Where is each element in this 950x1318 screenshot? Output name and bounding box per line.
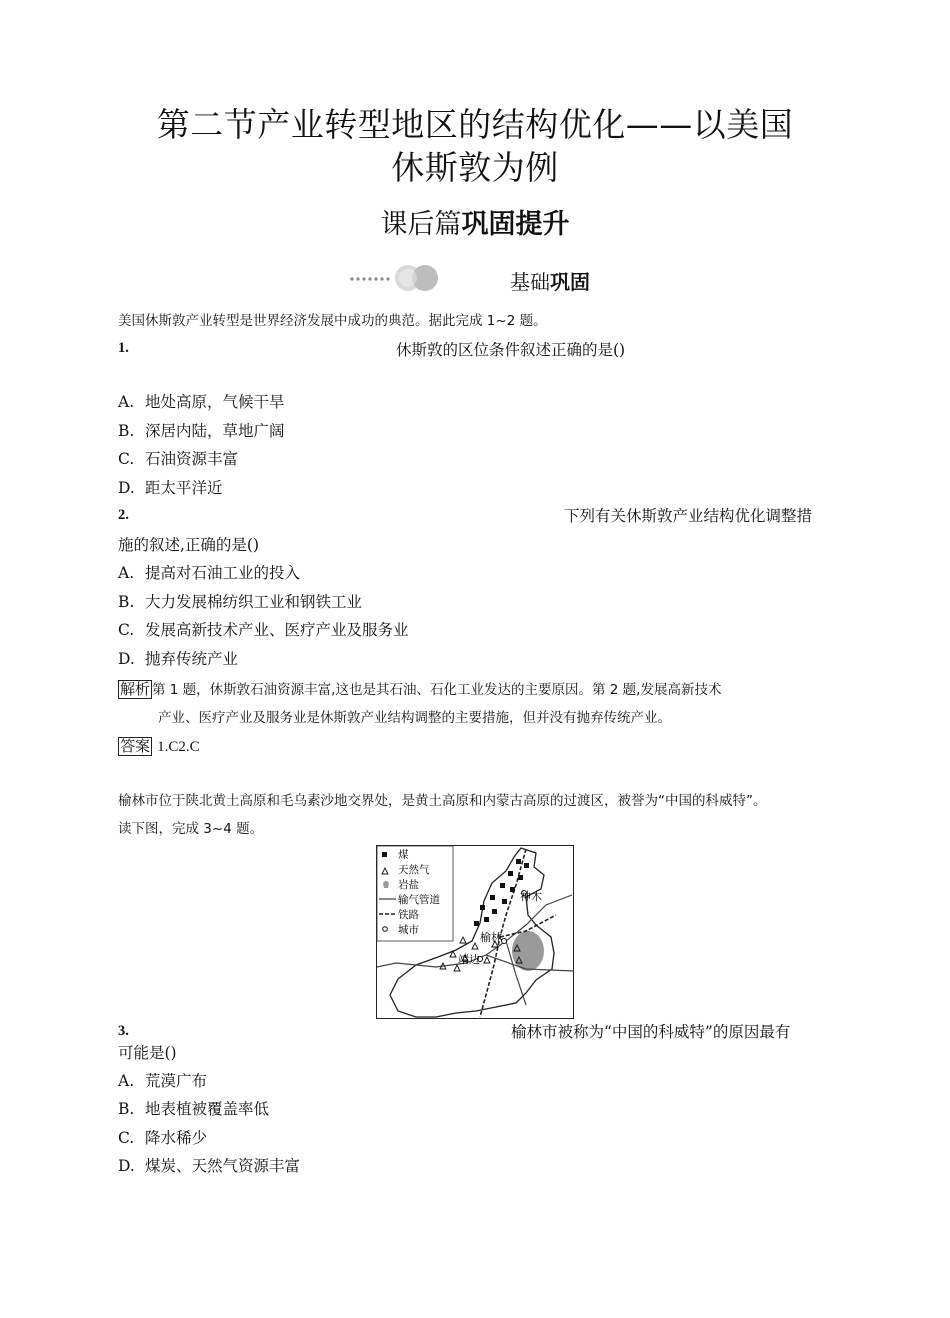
option-letter: A. — [118, 393, 135, 411]
subtitle-normal: 课后篇 — [380, 209, 462, 240]
intro-paragraph-1: 美国休斯敦产业转型是世界经济发展中成功的典范。据此完成 1~2 题。 — [118, 313, 547, 329]
answer-text: 1.C2.C — [157, 739, 200, 755]
question-2-stem-part1: 下列有关休斯敦产业结构优化调整措 — [564, 507, 813, 525]
option-text: 距太平洋近 — [145, 479, 223, 497]
legend-pipeline: 输气管道 — [398, 894, 440, 906]
section-decoration-icon — [348, 264, 648, 294]
question-1-number: 1. — [118, 340, 129, 356]
option-letter: B. — [118, 422, 135, 440]
question-2-option-b[interactable] — [118, 590, 362, 612]
option-letter: C. — [118, 621, 135, 639]
option-text: 深居内陆，草地广阔 — [145, 422, 285, 440]
map-city-jingbian: 靖边 — [458, 953, 480, 966]
option-text: 抛弃传统产业 — [145, 650, 239, 668]
city-icon — [502, 939, 507, 944]
legend-salt: 岩盐 — [398, 879, 419, 891]
section-title — [510, 266, 590, 295]
option-letter: B. — [118, 1100, 135, 1118]
question-3-stem-part1: 榆林市被称为“中国的科威特”的原因最有 — [511, 1023, 791, 1041]
question-2-option-a[interactable] — [118, 561, 300, 583]
option-text: 石油资源丰富 — [145, 450, 239, 468]
option-letter: C. — [118, 1129, 135, 1147]
yulin-resource-map — [376, 845, 574, 1019]
section-title-bold: 巩固 — [550, 270, 590, 294]
question-3-option-b[interactable] — [118, 1097, 269, 1119]
legend-gas: 天然气 — [398, 864, 430, 876]
analysis-line-1: 第 1 题，休斯敦石油资源丰富,这也是其石油、石化工业发达的主要原因。第 2 题,发展高新技术 — [152, 682, 722, 698]
option-text: 降水稀少 — [145, 1129, 208, 1147]
section-title-normal: 基础 — [510, 270, 550, 294]
option-text: 地处高原，气候干旱 — [145, 393, 285, 411]
analysis-block — [118, 678, 721, 699]
option-text: 煤炭、天然气资源丰富 — [145, 1157, 301, 1175]
coal-icon — [382, 852, 387, 857]
legend-coal: 煤 — [398, 849, 409, 861]
question-3-stem-part2: 可能是() — [118, 1044, 177, 1062]
option-text: 发展高新技术产业、医疗产业及服务业 — [145, 621, 409, 639]
option-letter: B. — [118, 593, 135, 611]
question-1-stem: 休斯敦的区位条件叙述正确的是() — [396, 341, 626, 359]
option-text: 大力发展棉纺织工业和钢铁工业 — [145, 593, 363, 611]
question-2-option-d[interactable] — [118, 647, 238, 669]
option-letter: A. — [118, 1072, 135, 1090]
intro-paragraph-2-line-2: 读下图，完成 3~4 题。 — [118, 821, 264, 837]
question-2-option-c[interactable] — [118, 618, 409, 640]
question-2-stem-part2: 施的叙述,正确的是() — [118, 536, 260, 554]
analysis-tag: 解析 — [120, 680, 151, 698]
option-letter: D. — [118, 650, 135, 668]
analysis-line-2: 产业、医疗产业及服务业是休斯敦产业结构调整的主要措施，但并没有抛弃传统产业。 — [158, 710, 671, 726]
question-1-option-d[interactable] — [118, 476, 223, 498]
question-3-option-d[interactable] — [118, 1154, 300, 1176]
salt-icon — [383, 881, 389, 888]
question-2-number: 2. — [118, 507, 129, 523]
option-letter: D. — [118, 1157, 135, 1175]
option-letter: C. — [118, 450, 135, 468]
intro-paragraph-2-line-1: 榆林市位于陕北黄土高原和毛乌素沙地交界处，是黄土高原和内蒙古高原的过渡区，被誉为“中国的科威特”。 — [118, 793, 767, 809]
question-1-option-a[interactable] — [118, 390, 285, 412]
map-city-yulin: 榆林 — [480, 931, 502, 944]
question-3-option-a[interactable] — [118, 1069, 207, 1091]
page-title-line1: 第二节产业转型地区的结构优化——以美国 — [156, 105, 794, 144]
option-text: 荒漠广布 — [145, 1072, 208, 1090]
subtitle-bold: 巩固提升 — [461, 209, 570, 240]
map-city-shenmu: 神木 — [520, 890, 542, 903]
question-1-option-c[interactable] — [118, 447, 238, 469]
option-text: 提高对石油工业的投入 — [145, 564, 301, 582]
legend-railway: 铁路 — [398, 909, 419, 921]
page-title-line2: 休斯敦为例 — [391, 148, 559, 187]
answer-block — [118, 736, 200, 756]
question-1-option-b[interactable] — [118, 419, 285, 441]
question-3-option-c[interactable] — [118, 1126, 207, 1148]
legend-city: 城市 — [398, 924, 419, 936]
option-text: 地表植被覆盖率低 — [145, 1100, 270, 1118]
subtitle — [0, 202, 950, 241]
answer-tag: 答案 — [120, 737, 151, 755]
question-3-number: 3. — [118, 1023, 129, 1039]
option-letter: D. — [118, 479, 135, 497]
city-icon — [383, 927, 388, 932]
option-letter: A. — [118, 564, 135, 582]
